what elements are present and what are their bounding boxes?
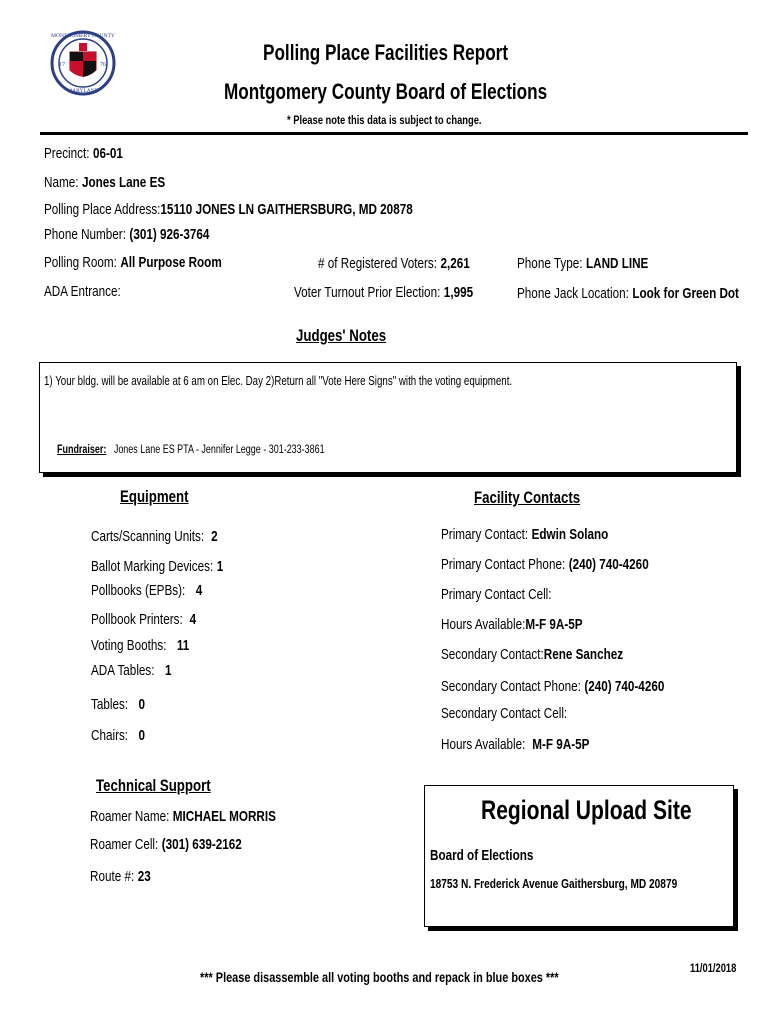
roamer-cell-inner [90,836,242,854]
phone-row-inner [44,226,209,244]
upload-site-heading-text: Regional Upload Site [481,795,692,825]
ada-entrance-label: ADA Entrance: [44,283,121,300]
judges-notes-text [44,374,644,388]
primary-phone-value: (240) 740-4260 [568,556,649,573]
name-label: Name: [44,174,79,191]
upload-site-address-text: 18753 N. Frederick Avenue Gaithersburg, MD 20879 [430,876,678,891]
tables-inner [91,696,145,714]
chairs-label: Chairs: [91,727,129,744]
booths-value: 11 [176,637,190,654]
primary-phone-inner [441,556,649,574]
secondary-cell-label: Secondary Contact Cell: [441,705,568,722]
printers-label: Pollbook Printers: [91,611,183,628]
seal-year-left: 17 [59,62,65,68]
technical-support-heading-text: Technical Support [96,776,211,795]
bmd-inner [91,558,223,576]
judges-notes-heading-text: Judges' Notes [296,326,387,345]
ada-entrance-row [44,283,142,301]
precinct-row [44,145,145,163]
room-label: Polling Room: [44,254,117,271]
ada-tables-row [91,662,194,680]
registered-voters-value: 2,261 [440,255,470,272]
secondary-contact-label: Secondary Contact: [441,646,544,663]
hours-available-label-1: Hours Available: [441,616,526,633]
phone-jack-inner [517,285,739,303]
hours-available-value-2: M-F 9A-5P [532,736,590,753]
phone-type-row [517,255,685,273]
upload-site-name [430,847,563,864]
roamer-name-row [90,808,328,826]
header-divider [40,132,748,135]
tables-row [91,696,160,714]
chairs-inner [91,727,145,745]
ada-entrance-inner [44,283,121,301]
pollbooks-value: 4 [195,582,203,599]
upload-site-name-text: Board of Elections [430,847,534,864]
phone-type-label: Phone Type: [517,255,583,272]
board-title [224,79,638,105]
printers-inner [91,611,196,629]
board-title-text: Montgomery County Board of Elections [224,79,548,104]
seal-year-right: 76 [100,62,106,68]
address-label: Polling Place Address: [44,201,161,218]
tables-value: 0 [138,696,145,713]
secondary-phone-row [441,678,727,696]
phone-jack-label: Phone Jack Location: [517,285,629,302]
primary-contact-value: Edwin Solano [531,526,609,543]
footer-note [200,969,660,985]
turnout-inner [294,284,473,302]
address-row-inner [44,201,413,219]
fundraiser-value: Jones Lane ES PTA - Jennifer Legge - 301-233-3861 [113,444,325,456]
fundraiser-inner [57,444,325,456]
printers-row [91,611,226,629]
bmd-value: 1 [216,558,224,575]
phone-type-value: LAND LINE [585,255,649,272]
pollbooks-label: Pollbooks (EPBs): [91,582,186,599]
judges-notes-text-inner: 1) Your bldg. will be available at 6 am on Elec. Day 2)Return all "Vote Here Signs" with the voting equipment. [44,374,513,388]
primary-contact-inner [441,526,608,544]
primary-phone-row [441,556,707,574]
roamer-name-value: MICHAEL MORRIS [172,808,276,825]
data-change-note-text: * Please note this data is subject to change. [287,113,482,127]
route-label: Route #: [90,868,135,885]
room-row [44,254,272,272]
bmd-row [91,558,261,576]
hours-available-row-1 [441,616,622,634]
phone-jack-row [517,285,770,303]
secondary-contact-row [441,646,674,664]
name-row-inner [44,174,165,192]
fundraiser-row [57,444,400,456]
room-row-inner [44,254,222,272]
pollbooks-row [91,582,234,600]
phone-row [44,226,256,244]
booths-inner [91,637,189,655]
secondary-cell-inner [441,705,567,723]
facility-contacts-heading-text: Facility Contacts [474,488,581,507]
chairs-value: 0 [138,727,145,744]
room-value: All Purpose Room [120,254,222,271]
report-date-text: 11/01/2018 [690,961,737,975]
bmd-label: Ballot Marking Devices: [91,558,214,575]
printers-value: 4 [189,611,197,628]
booths-label: Voting Booths: [91,637,167,654]
phone-label: Phone Number: [44,226,126,243]
chairs-row [91,727,160,745]
phone-type-inner [517,255,648,273]
address-row [44,201,517,219]
secondary-contact-inner [441,646,623,664]
primary-cell-row [441,586,583,604]
roamer-cell-row [90,836,285,854]
hours-available-inner-2 [441,736,589,754]
report-date [690,961,749,975]
roamer-name-label: Roamer Name: [90,808,170,825]
secondary-phone-value: (240) 740-4260 [584,678,665,695]
roamer-name-inner [90,808,276,826]
name-value: Jones Lane ES [81,174,166,191]
ada-tables-label: ADA Tables: [91,662,155,679]
primary-phone-label: Primary Contact Phone: [441,556,566,573]
secondary-cell-row [441,705,603,723]
hours-available-row-2 [441,736,631,754]
equipment-heading [120,487,208,507]
data-change-note [287,113,536,127]
primary-cell-label: Primary Contact Cell: [441,586,552,603]
judges-notes-heading [296,326,412,346]
secondary-contact-value: Rene Sanchez [543,646,624,663]
seal-text-top: MONTGOMERY COUNTY [51,33,115,39]
carts-row [91,528,253,546]
secondary-phone-inner [441,678,664,696]
secondary-phone-label: Secondary Contact Phone: [441,678,581,695]
precinct-value: 06-01 [92,145,123,162]
facility-contacts-heading [474,488,610,508]
report-title-text: Polling Place Facilities Report [263,40,509,65]
route-value: 23 [137,868,151,885]
upload-site-address [430,876,747,891]
precinct-label: Precinct: [44,145,90,162]
fundraiser-label: Fundraiser: [57,444,107,456]
booths-row [91,637,217,655]
seal-text-bottom: MARYLAND [67,88,99,94]
ada-tables-inner [91,662,171,680]
route-inner [90,868,151,886]
technical-support-heading [96,776,243,796]
ada-tables-value: 1 [164,662,172,679]
hours-available-label-2: Hours Available: [441,736,526,753]
turnout-row [294,284,524,302]
primary-contact-row [441,526,656,544]
registered-voters-row [318,255,513,273]
county-seal-logo [50,18,116,108]
route-row [90,868,168,886]
carts-label: Carts/Scanning Units: [91,528,205,545]
registered-voters-label: # of Registered Voters: [318,255,438,272]
tables-label: Tables: [91,696,129,713]
registered-voters-inner [318,255,470,273]
roamer-cell-value: (301) 639-2162 [161,836,242,853]
primary-cell-inner [441,586,552,604]
equipment-heading-text: Equipment [120,487,189,506]
report-title [263,40,577,66]
upload-site-heading [481,795,751,826]
turnout-value: 1,995 [443,284,474,301]
hours-available-inner-1 [441,616,583,634]
footer-note-text: *** Please disassemble all voting booths and repack in blue boxes *** [200,969,559,985]
pollbooks-inner [91,582,202,600]
carts-value: 2 [211,528,218,545]
name-row [44,174,199,192]
hours-available-value-1: M-F 9A-5P [525,616,583,633]
primary-contact-label: Primary Contact: [441,526,529,543]
turnout-label: Voter Turnout Prior Election: [294,284,441,301]
carts-inner [91,528,218,546]
precinct-row-inner [44,145,123,163]
roamer-cell-label: Roamer Cell: [90,836,159,853]
address-value: 15110 JONES LN GAITHERSBURG, MD 20878 [160,201,413,218]
phone-value: (301) 926-3764 [129,226,210,243]
phone-jack-value: Look for Green Dot [632,285,739,302]
